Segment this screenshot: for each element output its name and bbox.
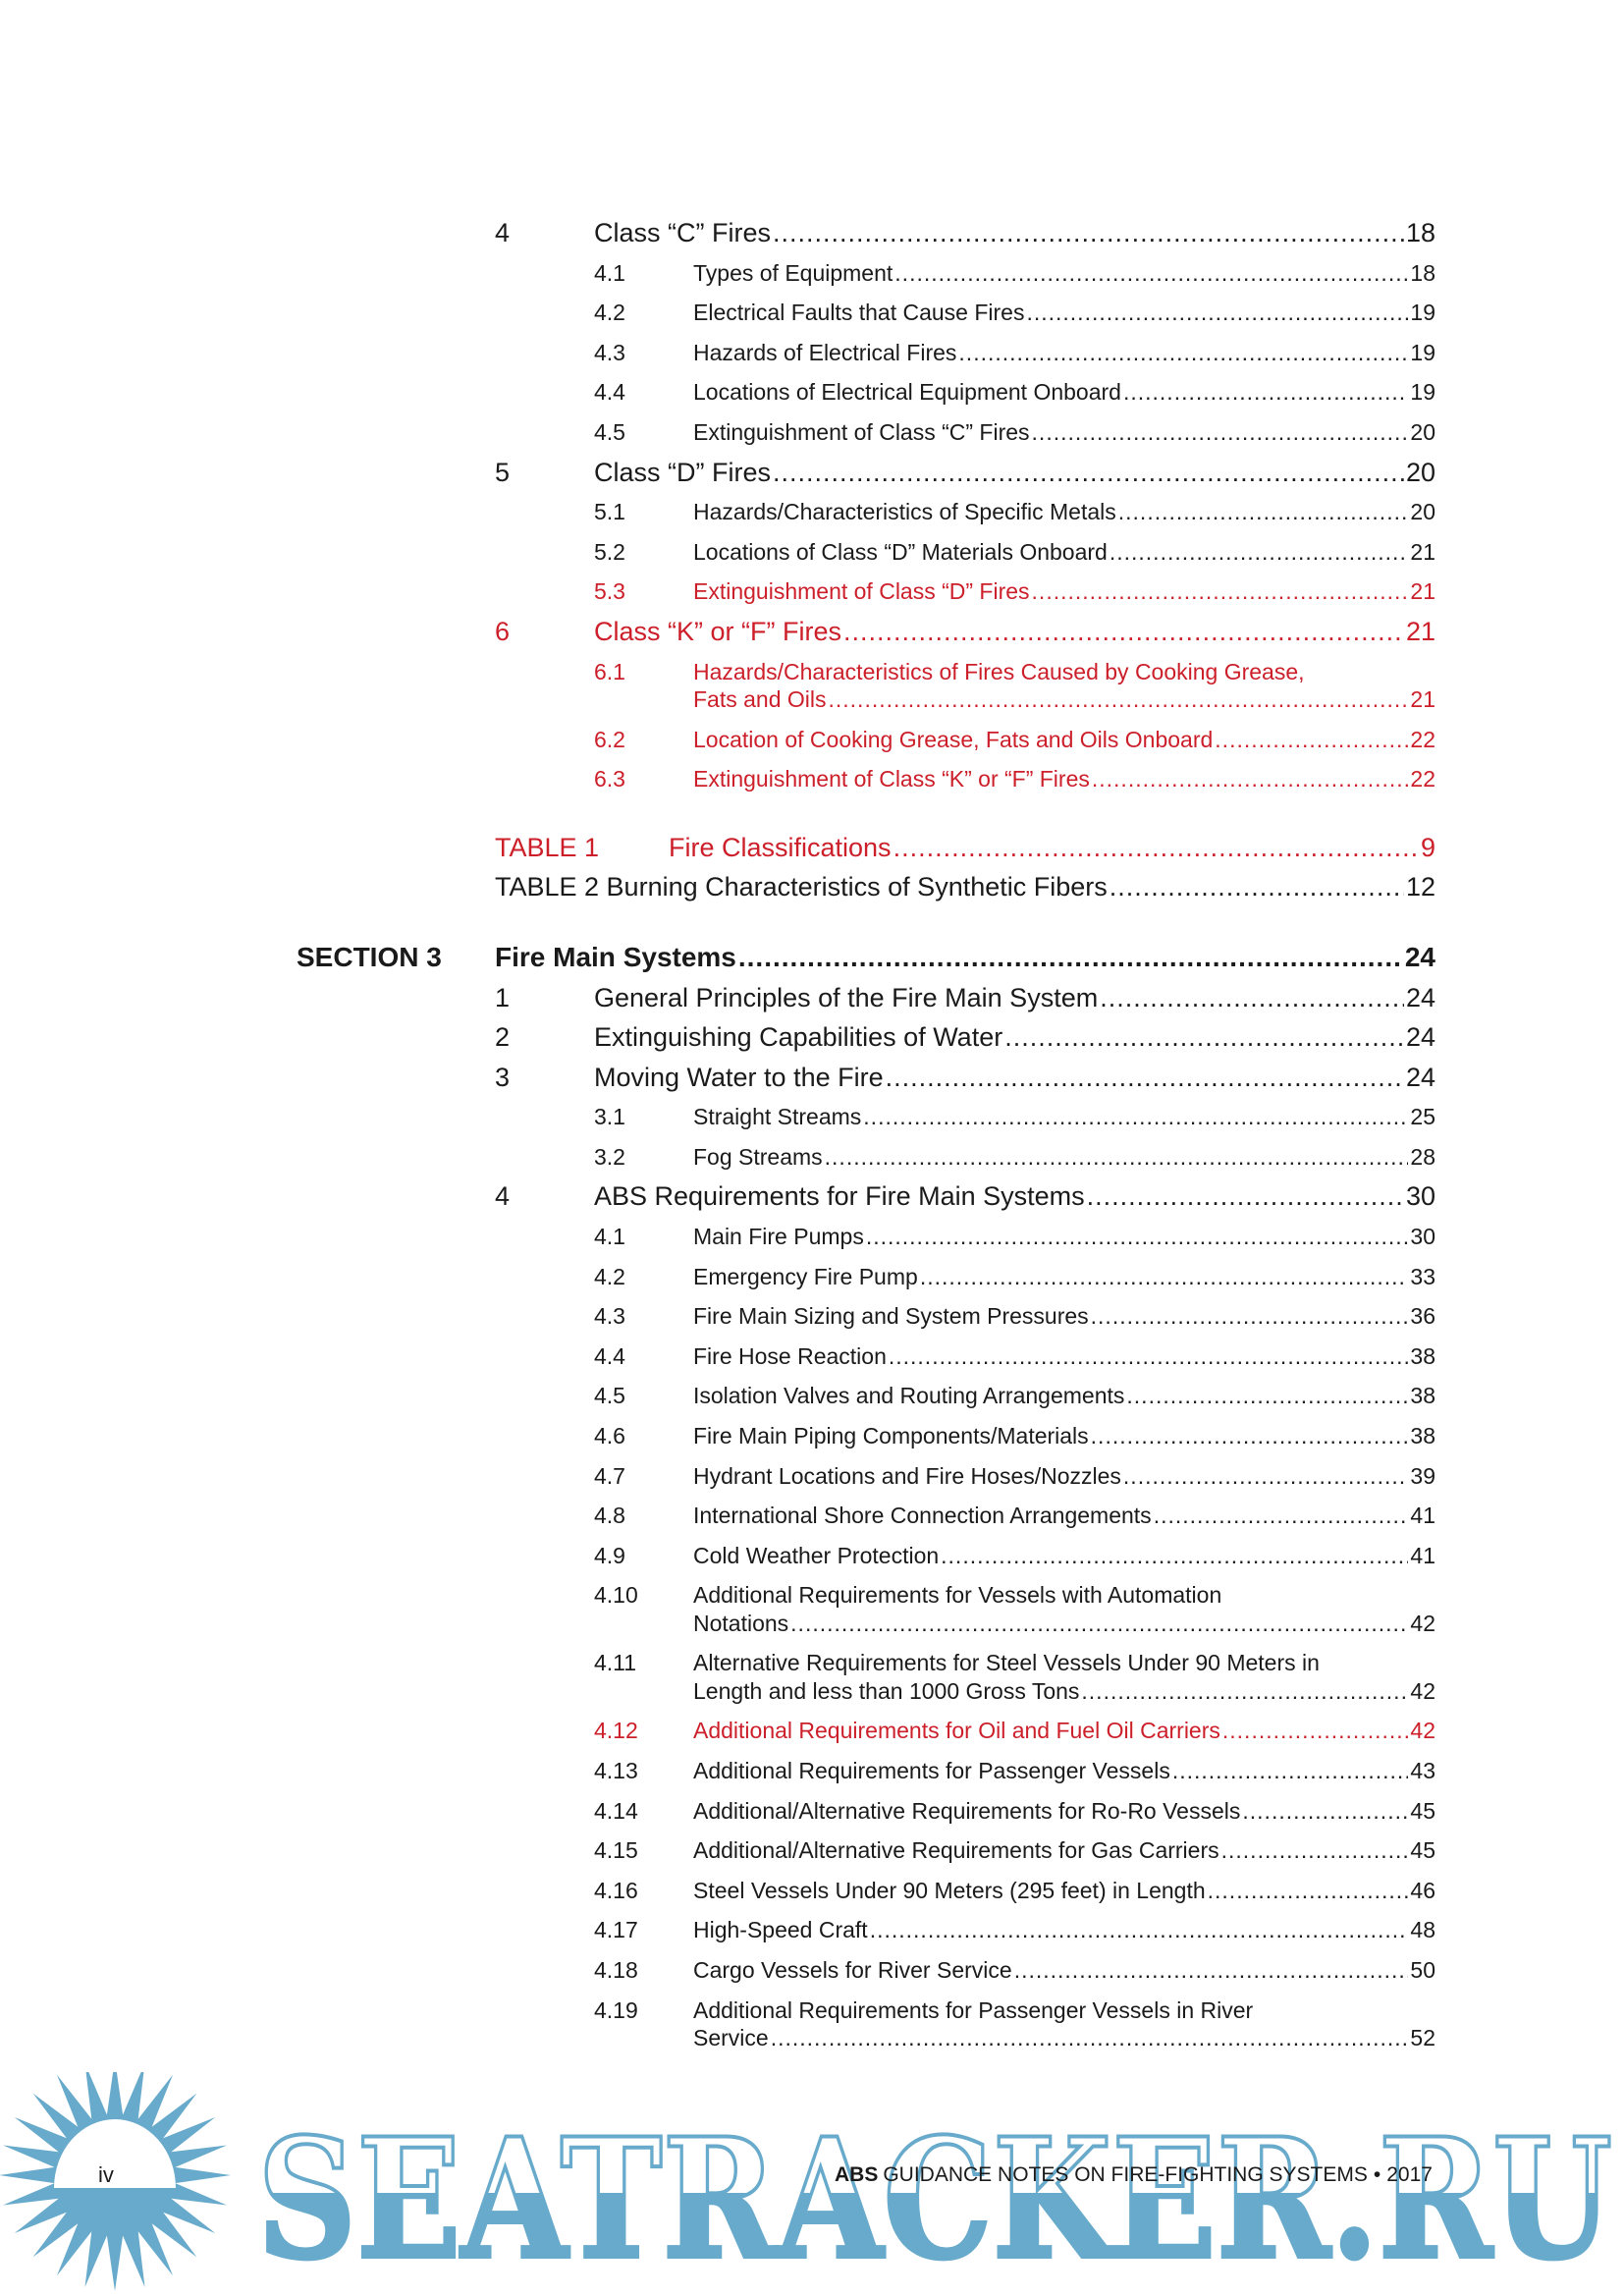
dot-leader (1081, 1671, 1408, 1712)
dot-leader (1215, 720, 1408, 760)
toc-entry-number: 4.3 (594, 1303, 625, 1330)
dot-leader (870, 1910, 1409, 1950)
dot-leader (773, 453, 1404, 493)
dot-leader (1091, 1416, 1409, 1456)
toc-entry-number: 1 (495, 982, 511, 1012)
toc-entry[interactable] (0, 612, 1624, 652)
toc-entry-title: International Shore Connection Arrangements (693, 1503, 1152, 1529)
toc-entry-page: 24 (1405, 982, 1435, 1012)
toc-entry-title: Extinguishment of Class “D” Fires (693, 578, 1030, 605)
toc-entry[interactable] (0, 492, 1624, 532)
toc-entry-title: General Principles of the Fire Main System (594, 982, 1099, 1012)
toc-entry-title: Additional Requirements for Vessels with Automation (693, 1582, 1222, 1609)
toc-entry-page: 46 (1410, 1877, 1435, 1903)
toc-entry-number: 5.2 (594, 538, 625, 565)
toc-entry-page: 28 (1410, 1143, 1435, 1170)
toc-entry-number: 4.11 (594, 1650, 637, 1676)
dot-leader (1208, 1871, 1409, 1911)
toc-entry-page: 48 (1410, 1917, 1435, 1943)
footer (835, 2160, 1435, 2190)
toc-entry-number: 4.19 (594, 1996, 638, 2023)
toc-entry-title: Extinguishment of Class “C” Fires (693, 418, 1030, 445)
toc-entry-title: Hazards/Characteristics of Fires Caused by Cooking Grease, (693, 658, 1305, 684)
toc-entry[interactable] (0, 1496, 1624, 1536)
toc-entry-number: 4.2 (594, 300, 625, 326)
toc-entry-page: 24 (1405, 1062, 1435, 1092)
toc-entry-number: 4.13 (594, 1758, 638, 1783)
toc-entry-number: 6.1 (594, 658, 625, 684)
toc-entry-number: 4.12 (594, 1718, 638, 1744)
toc-entry-page: 19 (1410, 339, 1435, 365)
toc-entry-page: 41 (1410, 1542, 1435, 1568)
toc-entry-number: 6.3 (594, 766, 625, 793)
toc-entry-title: Alternative Requirements for Steel Vessels Under 90 Meters in (693, 1650, 1320, 1676)
footer-page-number: iv (98, 2162, 114, 2187)
toc-entry-page: 20 (1405, 457, 1435, 487)
dot-leader (1222, 1711, 1409, 1751)
dot-leader (1221, 1831, 1409, 1871)
toc-entry[interactable] (0, 1097, 1624, 1137)
toc-entry-title: Moving Water to the Fire (594, 1062, 884, 1092)
toc-entry-title: Electrical Faults that Cause Fires (693, 300, 1025, 326)
toc-entry-page: 42 (1410, 1718, 1435, 1744)
toc-entry[interactable] (0, 372, 1624, 412)
toc-entry-page: 42 (1410, 1678, 1435, 1704)
toc-entry-page: 30 (1405, 1181, 1435, 1212)
dot-leader (894, 253, 1408, 294)
toc-entry-number: 5.1 (594, 499, 625, 525)
toc-entry-number: 6.2 (594, 726, 625, 752)
toc-entry-number: 4.8 (594, 1503, 625, 1529)
toc-entry[interactable] (0, 1017, 1624, 1058)
toc-entry-page: 20 (1410, 499, 1435, 525)
toc-entry-page: 21 (1410, 686, 1435, 713)
toc-entry-title: Additional/Alternative Requirements for Ro-Ro Vessels (693, 1797, 1241, 1824)
toc-entry[interactable] (0, 1751, 1624, 1791)
toc-entry-page: 38 (1410, 1342, 1435, 1369)
toc-entry[interactable] (0, 938, 1624, 978)
toc-entry-number: 4.2 (594, 1263, 625, 1289)
toc-entry[interactable] (0, 1991, 1624, 2058)
toc-entry-page: 21 (1405, 616, 1435, 646)
toc-entry-page: 24 (1404, 941, 1435, 972)
toc-entry-title: Additional Requirements for Passenger Vessels (693, 1758, 1170, 1783)
toc-entry[interactable] (0, 867, 1624, 907)
toc-entry-title: Fire Main Systems (495, 941, 736, 972)
toc-entry-page: 25 (1410, 1104, 1435, 1130)
toc-entry-number: 3.1 (594, 1104, 625, 1130)
dot-leader (1004, 1017, 1404, 1058)
toc-entry-page: 45 (1410, 1837, 1435, 1864)
toc-entry-number: TABLE 1 (495, 832, 600, 862)
toc-entry[interactable] (0, 412, 1624, 453)
dot-leader (1126, 1376, 1408, 1416)
toc-entry-title: Hydrant Locations and Fire Hoses/Nozzles (693, 1462, 1121, 1489)
toc-entry-title: Types of Equipment (693, 259, 893, 286)
footer-year: 2017 (1386, 2163, 1433, 2186)
toc-entry-number: 4.15 (594, 1837, 638, 1864)
dot-leader (889, 1337, 1409, 1377)
toc-entry-title: ABS Requirements for Fire Main Systems (594, 1181, 1085, 1212)
toc-entry[interactable] (0, 1536, 1624, 1576)
toc-entry[interactable] (0, 453, 1624, 493)
toc-entry[interactable] (0, 720, 1624, 760)
toc-entry[interactable] (0, 1137, 1624, 1177)
toc-entry-number: 4.1 (594, 1224, 625, 1250)
dot-leader (738, 938, 1403, 978)
dot-leader (886, 1058, 1404, 1098)
dot-leader (1014, 1950, 1409, 1991)
dot-leader (958, 333, 1408, 373)
dot-leader (1100, 978, 1404, 1018)
toc-entry[interactable] (0, 1337, 1624, 1377)
toc-entry-title: Emergency Fire Pump (693, 1263, 918, 1289)
toc-entry-title: Fire Main Sizing and System Pressures (693, 1303, 1089, 1330)
toc-entry-page: 38 (1410, 1423, 1435, 1449)
toc-entry[interactable] (0, 333, 1624, 373)
toc-entry-number: SECTION 3 (297, 941, 442, 972)
toc-entry-title: Additional/Alternative Requirements for Gas Carriers (693, 1837, 1219, 1864)
toc-entry-number: 4.9 (594, 1542, 625, 1568)
toc-entry-title: Fire Classifications (669, 832, 892, 862)
toc-entry-page: 12 (1405, 872, 1435, 902)
toc-entry[interactable] (0, 1711, 1624, 1751)
toc-entry[interactable] (0, 572, 1624, 612)
toc-entry[interactable] (0, 978, 1624, 1018)
toc-entry-title: Class “C” Fires (594, 218, 771, 247)
toc-entry[interactable] (0, 1176, 1624, 1217)
toc-entry[interactable] (0, 828, 1624, 868)
toc-entry-page: 33 (1410, 1263, 1435, 1289)
toc-entry[interactable] (0, 1643, 1624, 1711)
toc-entry-number: 5.3 (594, 578, 625, 605)
dot-leader (1172, 1751, 1409, 1791)
toc-entry[interactable] (0, 532, 1624, 573)
toc-entry-number: 4.7 (594, 1462, 625, 1489)
toc-entry-title: Cargo Vessels for River Service (693, 1956, 1012, 1983)
toc-entry-page: 43 (1410, 1758, 1435, 1783)
dot-leader (1123, 1456, 1408, 1497)
toc-entry[interactable] (0, 1456, 1624, 1497)
watermark-text: SEATRACKER.RU (257, 2102, 1612, 2296)
toc-entry[interactable] (0, 1575, 1624, 1643)
dot-leader (1110, 867, 1404, 907)
toc-entry[interactable] (0, 1950, 1624, 1991)
toc-entry-title: Additional Requirements for Passenger Vessels in River (693, 1996, 1254, 2023)
toc-entry-title: Fog Streams (693, 1143, 823, 1170)
toc-entry[interactable] (0, 1217, 1624, 1257)
toc-entry-title: Fire Main Piping Components/Materials (693, 1423, 1089, 1449)
toc-entry-title: Class “K” or “F” Fires (594, 616, 841, 646)
toc-entry-number: 4 (495, 1181, 511, 1212)
toc-entry[interactable] (0, 652, 1624, 720)
toc-entry[interactable] (0, 1831, 1624, 1871)
dot-leader (773, 213, 1404, 253)
dot-leader (1032, 572, 1409, 612)
footer-separator: • (1373, 2163, 1381, 2186)
toc-entry-title: Locations of Electrical Equipment Onboard (693, 379, 1121, 406)
toc-entry-page: 42 (1410, 1611, 1435, 1636)
toc-entry-page: 21 (1410, 578, 1435, 605)
dot-leader (1091, 1296, 1409, 1337)
toc-entry-number: 3.2 (594, 1143, 625, 1170)
table-of-contents (0, 213, 1624, 2058)
toc-entry-title: Steel Vessels Under 90 Meters (295 feet) in Length (693, 1877, 1206, 1903)
toc-entry-page: 22 (1410, 766, 1435, 793)
toc-entry-number: 6 (495, 616, 511, 646)
toc-entry-page: 36 (1410, 1303, 1435, 1330)
toc-entry-number: 4.3 (594, 339, 625, 365)
toc-entry[interactable] (0, 213, 1624, 253)
footer-brand: ABS (835, 2163, 879, 2186)
dot-leader (843, 612, 1404, 652)
toc-entry[interactable] (0, 1871, 1624, 1911)
toc-entry[interactable] (0, 1910, 1624, 1950)
toc-entry-page: 20 (1410, 418, 1435, 445)
toc-entry-title: Isolation Valves and Routing Arrangements (693, 1383, 1125, 1409)
toc-entry-title: Length and less than 1000 Gross Tons (693, 1678, 1080, 1704)
toc-entry-title: Class “D” Fires (594, 457, 771, 487)
dot-leader (1087, 1176, 1404, 1217)
toc-entry[interactable] (0, 1257, 1624, 1297)
toc-entry-title: Main Fire Pumps (693, 1224, 864, 1250)
toc-entry-number: 4.6 (594, 1423, 625, 1449)
dot-leader (1118, 492, 1409, 532)
dot-leader (829, 680, 1409, 720)
toc-entry-title: Location of Cooking Grease, Fats and Oils Onboard (693, 726, 1214, 752)
toc-entry-title: Additional Requirements for Oil and Fuel Oil Carriers (693, 1718, 1220, 1744)
toc-entry[interactable] (0, 253, 1624, 294)
dot-leader (1092, 759, 1409, 799)
toc-entry-number: 4 (495, 218, 511, 247)
toc-entry-title: Extinguishing Capabilities of Water (594, 1022, 1003, 1053)
dot-leader (920, 1257, 1409, 1297)
toc-entry-title: TABLE 2 Burning Characteristics of Synthetic Fibers (495, 872, 1108, 902)
dot-leader (825, 1137, 1409, 1177)
toc-entry-number: 4.1 (594, 259, 625, 286)
toc-entry[interactable] (0, 1416, 1624, 1456)
toc-entry-title: Notations (693, 1611, 789, 1636)
toc-entry-page: 39 (1410, 1462, 1435, 1489)
toc-entry-number: 4.16 (594, 1877, 638, 1903)
toc-entry-page: 9 (1420, 832, 1435, 862)
toc-entry-number: 4.14 (594, 1797, 638, 1824)
footer-title: GUIDANCE NOTES ON FIRE-FIGHTING SYSTEMS (883, 2163, 1368, 2186)
dot-leader (1242, 1791, 1408, 1831)
toc-entry-title: Cold Weather Protection (693, 1542, 940, 1568)
toc-entry-title: Fire Hose Reaction (693, 1342, 887, 1369)
dot-leader (771, 2018, 1409, 2058)
dot-leader (941, 1536, 1408, 1576)
dot-leader (1123, 372, 1408, 412)
toc-entry-number: 4.17 (594, 1917, 638, 1943)
toc-entry-title: High-Speed Craft (693, 1917, 868, 1943)
toc-entry[interactable] (0, 293, 1624, 333)
toc-entry-page: 41 (1410, 1503, 1435, 1529)
toc-entry-number: 5 (495, 457, 511, 487)
toc-entry-number: 4.5 (594, 1383, 625, 1409)
dot-leader (1026, 293, 1408, 333)
toc-entry[interactable] (0, 1296, 1624, 1337)
toc-entry[interactable] (0, 1058, 1624, 1098)
toc-entry-title: Hazards/Characteristics of Specific Metals (693, 499, 1116, 525)
toc-entry-page: 22 (1410, 726, 1435, 752)
dot-leader (1110, 532, 1409, 573)
toc-entry-number: 4.5 (594, 418, 625, 445)
toc-entry-title: Straight Streams (693, 1104, 862, 1130)
toc-entry-page: 21 (1410, 538, 1435, 565)
toc-entry-number: 2 (495, 1022, 511, 1053)
toc-entry-title: Fats and Oils (693, 686, 827, 713)
toc-entry-number: 4.18 (594, 1956, 638, 1983)
dot-leader (866, 1217, 1409, 1257)
toc-entry[interactable] (0, 759, 1624, 799)
toc-entry-page: 38 (1410, 1383, 1435, 1409)
toc-entry-number: 3 (495, 1062, 511, 1092)
dot-leader (1032, 412, 1409, 453)
toc-entry[interactable] (0, 1791, 1624, 1831)
toc-entry[interactable] (0, 1376, 1624, 1416)
toc-entry-page: 18 (1410, 259, 1435, 286)
dot-leader (863, 1097, 1408, 1137)
toc-entry-page: 30 (1410, 1224, 1435, 1250)
toc-entry-number: 4.10 (594, 1582, 638, 1609)
toc-entry-title: Hazards of Electrical Fires (693, 339, 957, 365)
toc-entry-page: 50 (1410, 1956, 1435, 1983)
toc-entry-page: 45 (1410, 1797, 1435, 1824)
toc-entry-page: 18 (1405, 218, 1435, 247)
toc-entry-number: 4.4 (594, 379, 625, 406)
toc-entry-title: Service (693, 2025, 769, 2051)
toc-entry-page: 19 (1410, 300, 1435, 326)
toc-entry-title: Extinguishment of Class “K” or “F” Fires (693, 766, 1090, 793)
toc-entry-title: Locations of Class “D” Materials Onboard (693, 538, 1108, 565)
toc-entry-page: 52 (1410, 2025, 1435, 2051)
dot-leader (1154, 1496, 1409, 1536)
dot-leader (790, 1604, 1408, 1644)
toc-entry-page: 19 (1410, 379, 1435, 406)
dot-leader (893, 828, 1419, 868)
toc-entry-number: 4.4 (594, 1342, 625, 1369)
toc-entry-page: 24 (1405, 1022, 1435, 1053)
